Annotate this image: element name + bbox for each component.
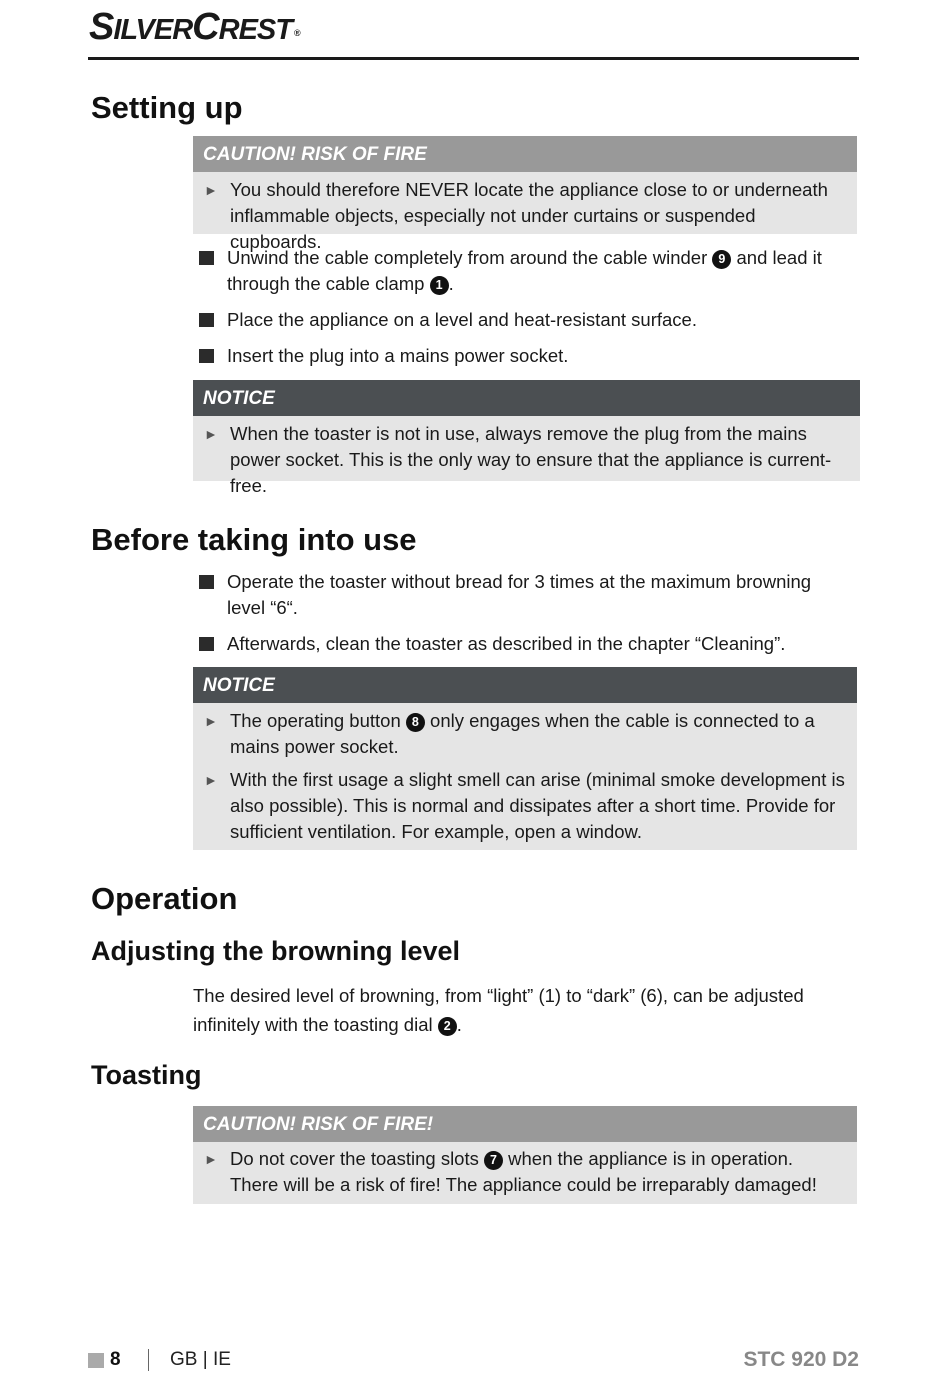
notice-title: NOTICE: [193, 667, 857, 703]
header-rule: [88, 57, 859, 60]
notice-item: ► When the toaster is not in use, always remove the plug from the mains power socket. This is the only way to ensure that the appliance is current-free.: [204, 423, 832, 496]
notice-item-first-usage: ► With the first usage a slight smell can arise (minimal smoke development is also possible). This is normal and dissipates after a short time. Provide for sufficient ventilation. For example, open a window.: [204, 769, 845, 842]
setting-up-steps: [199, 245, 849, 369]
browning-paragraph: The desired level of browning, from “light” (1) to “dark” (6), can be adjusted infinitely with the toasting dial 2 .: [193, 985, 804, 1035]
step-clean-toaster: Afterwards, clean the toaster as described in the chapter “Cleaning”.: [199, 631, 849, 657]
bullet-square-icon: [199, 313, 214, 327]
notice-box-before-use: [193, 667, 857, 850]
caution-item: ► You should therefore NEVER locate the appliance close to or underneath inflammable objects, especially not under curtains or suspended cupboards.: [204, 179, 828, 252]
caution-item: ► Do not cover the toasting slots 7 when the appliance is in operation. There will be a risk of fire! The appliance could be irreparably damaged!: [204, 1148, 817, 1195]
heading-operation: Operation: [91, 881, 238, 916]
caution-box-toasting: [193, 1106, 857, 1204]
notice-box-setting-up: [193, 380, 860, 496]
step-insert-plug: Insert the plug into a mains power socket.: [199, 343, 849, 369]
footer-square-icon: [88, 1353, 104, 1368]
brand-logo: SILVERCREST ®: [89, 6, 300, 48]
number-8-icon: 8: [406, 713, 425, 732]
page-number: 8: [110, 1349, 121, 1370]
footer-language: GB | IE: [170, 1349, 231, 1370]
heading-adjusting-browning: Adjusting the browning level: [91, 936, 461, 966]
caution-title: CAUTION! RISK OF FIRE: [193, 136, 857, 172]
caution-title: CAUTION! RISK OF FIRE!: [193, 1106, 857, 1142]
arrow-icon: ►: [204, 182, 218, 198]
arrow-icon: ►: [204, 772, 218, 788]
bullet-square-icon: [199, 637, 214, 651]
bullet-square-icon: [199, 575, 214, 589]
footer-divider: [148, 1349, 149, 1371]
bullet-square-icon: [199, 251, 214, 265]
number-9-icon: 9: [712, 250, 731, 269]
before-use-steps: [199, 569, 849, 657]
caution-box-fire: [193, 136, 857, 252]
arrow-icon: ►: [204, 713, 218, 729]
step-place-appliance: Place the appliance on a level and heat-resistant surface.: [199, 307, 849, 333]
heading-before-use: Before taking into use: [91, 522, 417, 557]
number-1-icon: 1: [430, 276, 449, 295]
step-operate-without-bread: Operate the toaster without bread for 3 times at the maximum browning level “6“.: [199, 569, 849, 621]
heading-setting-up: Setting up: [91, 90, 243, 125]
notice-item-operating-button: ► The operating button 8 only engages when the cable is connected to a mains power socket.: [204, 710, 815, 757]
number-2-icon: 2: [438, 1017, 457, 1036]
notice-title: NOTICE: [193, 380, 860, 416]
heading-toasting: Toasting: [91, 1060, 202, 1090]
number-7-icon: 7: [484, 1151, 503, 1170]
step-unwind-cable: Unwind the cable completely from around the cable winder 9 and lead it through the cable clamp 1 .: [199, 245, 849, 297]
bullet-square-icon: [199, 349, 214, 363]
footer-model: STC 920 D2: [743, 1348, 859, 1371]
arrow-icon: ►: [204, 426, 218, 442]
arrow-icon: ►: [204, 1151, 218, 1167]
